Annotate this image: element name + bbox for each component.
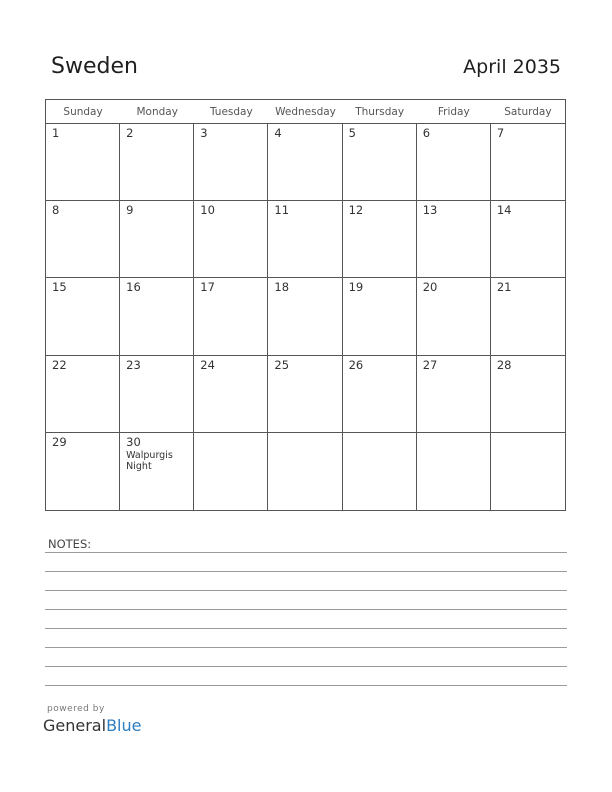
day-cell <box>268 201 342 278</box>
day-cell <box>120 356 194 433</box>
day-number: 22 <box>52 357 67 372</box>
day-number: 11 <box>274 203 290 218</box>
day-number: 26 <box>348 357 364 372</box>
notes-line <box>45 590 567 591</box>
day-cell <box>491 124 565 201</box>
day-cell <box>268 124 342 201</box>
day-number: 13 <box>422 203 438 218</box>
weekday-header: Saturday <box>491 100 565 124</box>
calendar-country-title: Sweden <box>51 54 138 79</box>
day-cell <box>491 356 565 433</box>
day-cell <box>343 124 417 201</box>
day-cell <box>268 356 342 433</box>
day-number: 29 <box>52 434 67 449</box>
day-number: 20 <box>422 280 438 295</box>
weekday-header: Monday <box>120 100 194 124</box>
day-number: 25 <box>274 357 290 372</box>
day-cell <box>194 124 268 201</box>
day-cell <box>120 201 194 278</box>
day-number: 8 <box>52 203 60 218</box>
holiday-label: Walpurgis Night <box>126 449 173 472</box>
weekday-header: Friday <box>417 100 491 124</box>
day-cell <box>417 201 491 278</box>
notes-line <box>45 609 567 610</box>
day-cell <box>194 433 268 510</box>
day-number: 3 <box>200 126 208 140</box>
day-cell <box>491 278 565 355</box>
calendar-grid <box>45 99 566 511</box>
weekday-header: Tuesday <box>194 100 268 124</box>
day-cell <box>417 433 491 510</box>
day-cell <box>194 356 268 433</box>
day-number: 7 <box>496 126 505 140</box>
day-number: 6 <box>422 126 431 140</box>
day-cell <box>194 201 268 278</box>
weekday-header: Sunday <box>46 100 120 124</box>
brand-name-blue: Blue <box>106 716 142 735</box>
day-number: 2 <box>126 126 134 140</box>
day-cell <box>491 201 565 278</box>
day-cell <box>46 124 120 201</box>
day-cell <box>343 201 417 278</box>
notes-line <box>45 685 567 686</box>
day-cell <box>194 278 268 355</box>
day-number: 30 <box>126 434 141 449</box>
notes-line <box>45 571 567 572</box>
day-cell <box>343 278 417 355</box>
day-cell <box>46 278 120 355</box>
day-number: 19 <box>348 280 364 295</box>
day-number: 28 <box>496 357 512 372</box>
notes-line <box>45 647 567 648</box>
day-cell <box>491 433 565 510</box>
day-cell <box>120 433 194 510</box>
weekday-header: Wednesday <box>268 100 342 124</box>
day-number: 27 <box>422 357 438 372</box>
day-cell <box>120 124 194 201</box>
brand-name-general: General <box>43 716 107 735</box>
day-cell <box>417 124 491 201</box>
notes-label: NOTES: <box>48 537 92 551</box>
day-cell <box>343 433 417 510</box>
notes-line <box>45 552 567 553</box>
day-number: 24 <box>200 357 215 372</box>
day-number: 4 <box>274 126 282 140</box>
weekday-header: Thursday <box>343 100 417 124</box>
day-number: 18 <box>274 280 290 295</box>
notes-line <box>45 666 567 667</box>
day-number: 12 <box>348 203 364 218</box>
powered-by-text: powered by <box>47 704 105 714</box>
day-cell <box>120 278 194 355</box>
day-cell <box>417 356 491 433</box>
day-number: 21 <box>496 280 512 295</box>
day-number: 14 <box>496 203 512 218</box>
day-cell <box>417 278 491 355</box>
day-number: 5 <box>348 126 356 140</box>
day-cell <box>46 356 120 433</box>
day-number: 10 <box>200 203 215 218</box>
notes-line <box>45 628 567 629</box>
day-number: 23 <box>126 357 141 372</box>
day-cell <box>268 433 342 510</box>
day-cell <box>268 278 342 355</box>
day-number: 9 <box>126 203 134 218</box>
day-number: 15 <box>52 280 67 295</box>
day-number: 1 <box>52 126 60 140</box>
calendar-month-title: April 2035 <box>463 56 561 78</box>
day-number: 16 <box>126 280 141 295</box>
day-cell <box>46 201 120 278</box>
day-cell <box>343 356 417 433</box>
day-number: 17 <box>200 280 215 295</box>
brand-logo <box>43 716 141 735</box>
day-cell <box>46 433 120 510</box>
